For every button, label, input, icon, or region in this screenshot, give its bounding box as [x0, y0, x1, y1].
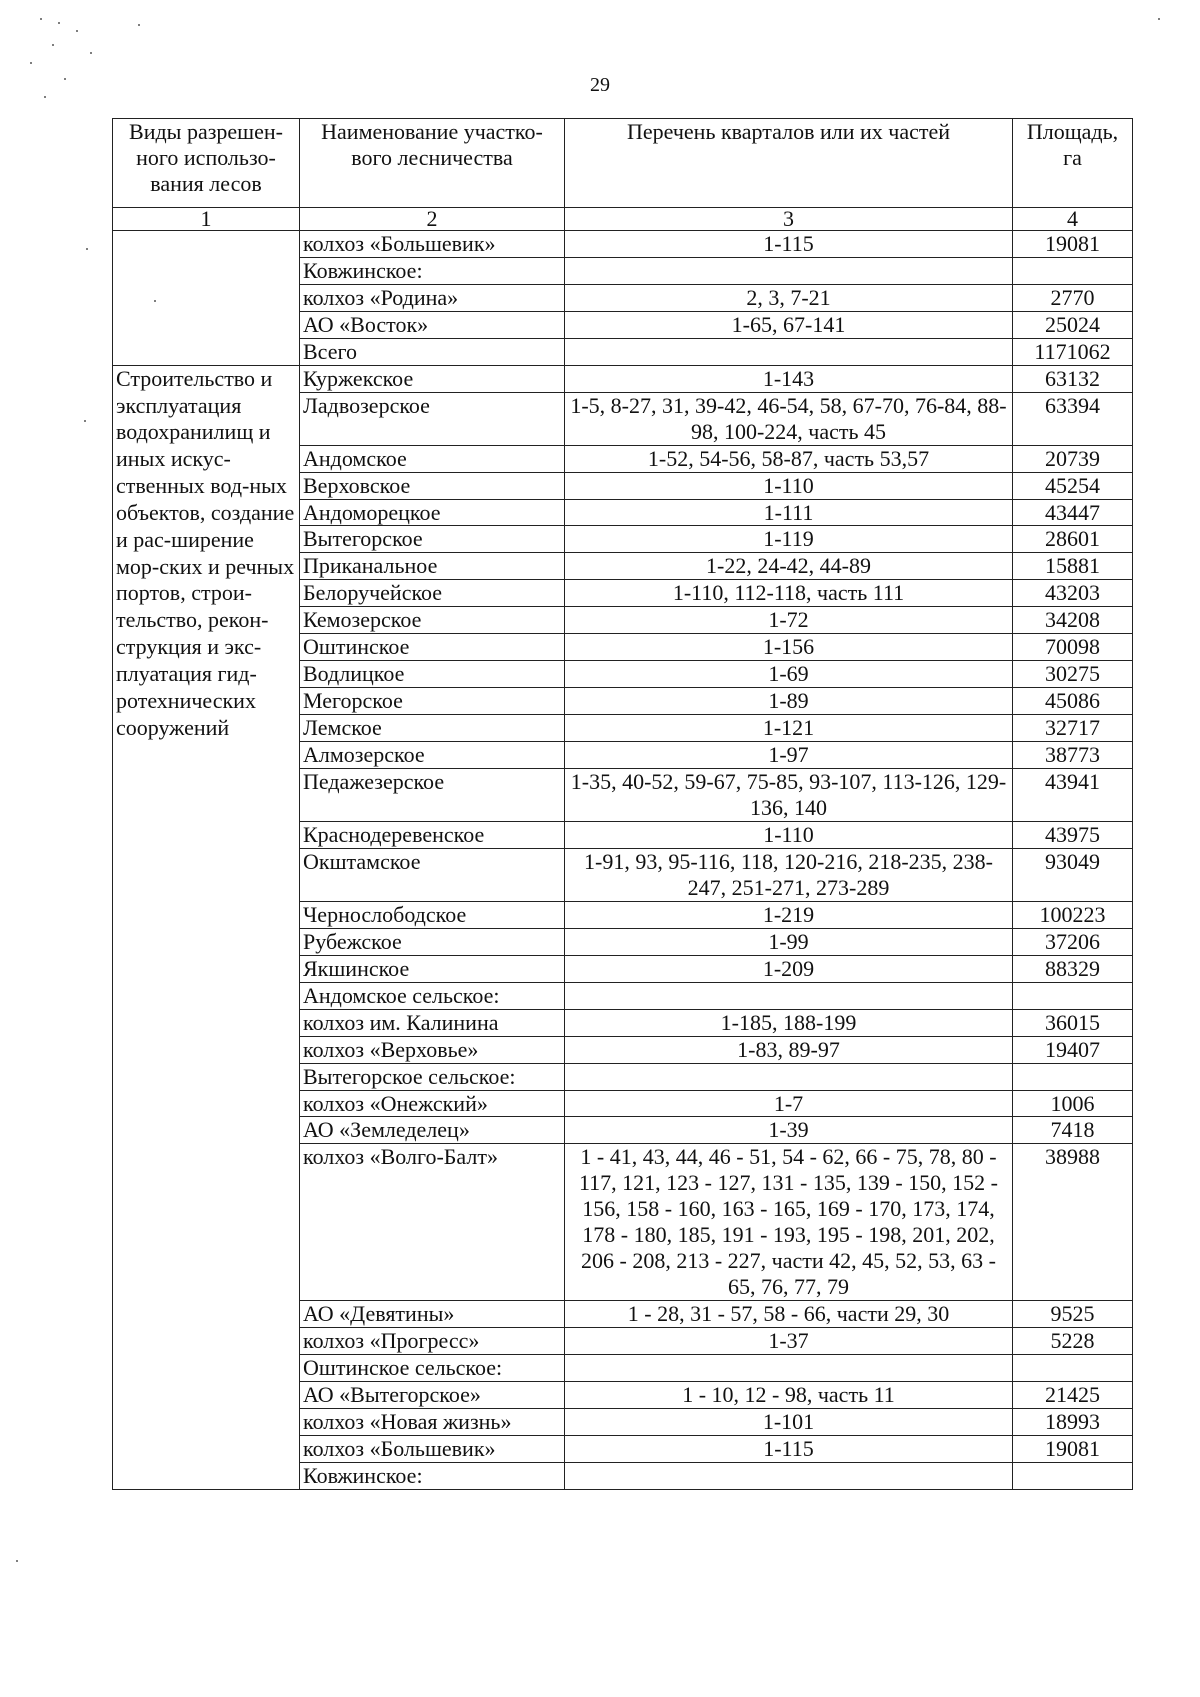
quarters-cell: 1-119 [565, 526, 1013, 553]
quarters-cell [565, 982, 1013, 1009]
area-cell: 1006 [1013, 1090, 1133, 1117]
quarters-cell: 1-35, 40-52, 59-67, 75-85, 93-107, 113-126, 129-136, 140 [565, 769, 1013, 822]
forestry-name-cell: Андомское [300, 445, 565, 472]
area-cell: 9525 [1013, 1301, 1133, 1328]
quarters-cell: 1-65, 67-141 [565, 311, 1013, 338]
forestry-name-cell: Алмозерское [300, 742, 565, 769]
area-cell: 19081 [1013, 1435, 1133, 1462]
area-cell: 100223 [1013, 901, 1133, 928]
quarters-cell: 1-111 [565, 499, 1013, 526]
forestry-name-cell: Ковжинское: [300, 1462, 565, 1489]
quarters-cell: 1 - 41, 43, 44, 46 - 51, 54 - 62, 66 - 75, 78, 80 - 117, 121, 123 - 127, 131 - 135, 139 - 150, 152 - 156, 158 - 160, 163 - 165, 169 - 170, 173, 174, 178 - 180, 185, 191 - 193, 195 - 198, 201, 202, 206 - 208, 213 - 227, части 42, 45, 52, 53, 63 - 65, 76, 77, 79 [565, 1144, 1013, 1301]
forest-use-table [112, 118, 1133, 1490]
quarters-cell: 1-209 [565, 955, 1013, 982]
area-cell [1013, 982, 1133, 1009]
quarters-cell: 1-72 [565, 607, 1013, 634]
area-cell: 63132 [1013, 365, 1133, 392]
forestry-name-cell: Вытегорское [300, 526, 565, 553]
forestry-name-cell: колхоз «Прогресс» [300, 1328, 565, 1355]
area-cell: 1171062 [1013, 338, 1133, 365]
forestry-name-cell: Верховское [300, 472, 565, 499]
quarters-cell: 1-52, 54-56, 58-87, часть 53,57 [565, 445, 1013, 472]
forestry-name-cell: АО «Девятины» [300, 1301, 565, 1328]
quarters-cell: 1-99 [565, 928, 1013, 955]
area-cell: 45254 [1013, 472, 1133, 499]
area-cell: 20739 [1013, 445, 1133, 472]
forestry-name-cell: колхоз «Новая жизнь» [300, 1408, 565, 1435]
area-cell: 43447 [1013, 499, 1133, 526]
forestry-name-cell: Приканальное [300, 553, 565, 580]
forestry-name-cell: АО «Восток» [300, 311, 565, 338]
quarters-cell: 1-5, 8-27, 31, 39-42, 46-54, 58, 67-70, 76-84, 88-98, 100-224, часть 45 [565, 392, 1013, 445]
area-cell: 34208 [1013, 607, 1133, 634]
area-cell [1013, 1063, 1133, 1090]
area-cell: 19081 [1013, 231, 1133, 258]
forestry-name-cell: Якшинское [300, 955, 565, 982]
forestry-name-cell: колхоз им. Калинина [300, 1009, 565, 1036]
quarters-cell [565, 1462, 1013, 1489]
quarters-cell: 1-91, 93, 95-116, 118, 120-216, 218-235, 238-247, 251-271, 273-289 [565, 848, 1013, 901]
quarters-cell: 1-7 [565, 1090, 1013, 1117]
quarters-cell: 1-110, 112-118, часть 111 [565, 580, 1013, 607]
quarters-cell: 1-89 [565, 688, 1013, 715]
table-body [113, 231, 1133, 1490]
quarters-cell: 1-22, 24-42, 44-89 [565, 553, 1013, 580]
forestry-name-cell: АО «Земледелец» [300, 1117, 565, 1144]
area-cell: 37206 [1013, 928, 1133, 955]
forestry-name-cell: Окштамское [300, 848, 565, 901]
area-cell: 45086 [1013, 688, 1133, 715]
column-number: 1 [113, 208, 300, 231]
quarters-cell [565, 257, 1013, 284]
quarters-cell [565, 1063, 1013, 1090]
quarters-cell: 1-97 [565, 742, 1013, 769]
area-cell: 70098 [1013, 634, 1133, 661]
forestry-name-cell: АО «Вытегорское» [300, 1381, 565, 1408]
quarters-cell: 1-69 [565, 661, 1013, 688]
forestry-name-cell: Ладвозерское [300, 392, 565, 445]
forestry-name-cell: Всего [300, 338, 565, 365]
column-number: 3 [565, 208, 1013, 231]
area-cell: 36015 [1013, 1009, 1133, 1036]
area-cell [1013, 1355, 1133, 1382]
column-number: 4 [1013, 208, 1133, 231]
area-cell: 5228 [1013, 1328, 1133, 1355]
forestry-name-cell: Мегорское [300, 688, 565, 715]
area-cell: 43975 [1013, 821, 1133, 848]
forestry-name-cell: колхоз «Большевик» [300, 1435, 565, 1462]
quarters-cell: 1-110 [565, 821, 1013, 848]
area-cell: 93049 [1013, 848, 1133, 901]
area-cell [1013, 1462, 1133, 1489]
forestry-name-cell: Рубежское [300, 928, 565, 955]
quarters-cell: 1-115 [565, 1435, 1013, 1462]
forestry-name-cell: Лемское [300, 715, 565, 742]
forestry-name-cell: Оштинское [300, 634, 565, 661]
table-row [113, 365, 1133, 392]
quarters-cell: 1-219 [565, 901, 1013, 928]
header-area: Площадь, га [1013, 119, 1133, 208]
area-cell: 15881 [1013, 553, 1133, 580]
header-quarters-list: Перечень кварталов или их частей [565, 119, 1013, 208]
area-cell: 28601 [1013, 526, 1133, 553]
table-header-row [113, 119, 1133, 208]
forestry-name-cell: Педажезерское [300, 769, 565, 822]
area-cell: 19407 [1013, 1036, 1133, 1063]
area-cell: 30275 [1013, 661, 1133, 688]
column-number: 2 [300, 208, 565, 231]
area-cell: 7418 [1013, 1117, 1133, 1144]
quarters-cell: 1-143 [565, 365, 1013, 392]
quarters-cell: 1-37 [565, 1328, 1013, 1355]
quarters-cell: 1-121 [565, 715, 1013, 742]
header-usage-type: Виды разрешен-ного использо-вания лесов [113, 119, 300, 208]
quarters-cell [565, 1355, 1013, 1382]
page-number: 29 [590, 74, 610, 96]
header-forestry-name: Наименование участко-вого лесничества [300, 119, 565, 208]
quarters-cell: 1-101 [565, 1408, 1013, 1435]
column-number-row [113, 208, 1133, 231]
area-cell [1013, 257, 1133, 284]
quarters-cell: 1-110 [565, 472, 1013, 499]
forestry-name-cell: Водлицкое [300, 661, 565, 688]
forestry-name-cell: Ковжинское: [300, 257, 565, 284]
forestry-name-cell: Андоморецкое [300, 499, 565, 526]
forestry-name-cell: Чернослободское [300, 901, 565, 928]
quarters-cell: 1-39 [565, 1117, 1013, 1144]
forestry-name-cell: Вытегорское сельское: [300, 1063, 565, 1090]
area-cell: 63394 [1013, 392, 1133, 445]
quarters-cell: 1 - 28, 31 - 57, 58 - 66, части 29, 30 [565, 1301, 1013, 1328]
usage-type-cell-blank [113, 231, 300, 366]
forestry-name-cell: Кемозерское [300, 607, 565, 634]
quarters-cell: 1-185, 188-199 [565, 1009, 1013, 1036]
forestry-name-cell: колхоз «Онежский» [300, 1090, 565, 1117]
table-row [113, 231, 1133, 258]
quarters-cell: 1-115 [565, 231, 1013, 258]
forestry-name-cell: колхоз «Большевик» [300, 231, 565, 258]
quarters-cell: 1 - 10, 12 - 98, часть 11 [565, 1381, 1013, 1408]
area-cell: 18993 [1013, 1408, 1133, 1435]
forestry-name-cell: колхоз «Волго-Балт» [300, 1144, 565, 1301]
area-cell: 43203 [1013, 580, 1133, 607]
quarters-cell: 1-156 [565, 634, 1013, 661]
forestry-name-cell: колхоз «Верховье» [300, 1036, 565, 1063]
usage-type-cell: Строительство и эксплуатация водохранилищ и иных искус-ственных вод-ных объектов, создание и рас-ширение мор-ских и речных портов, строи-тельство, рекон-струкция и экс-плуатация гид-ротехнических сооружений [113, 365, 300, 1489]
forestry-name-cell: Андомское сельское: [300, 982, 565, 1009]
forestry-name-cell: колхоз «Родина» [300, 284, 565, 311]
area-cell: 2770 [1013, 284, 1133, 311]
area-cell: 38988 [1013, 1144, 1133, 1301]
area-cell: 88329 [1013, 955, 1133, 982]
forestry-name-cell: Белоручейское [300, 580, 565, 607]
forestry-name-cell: Оштинское сельское: [300, 1355, 565, 1382]
area-cell: 32717 [1013, 715, 1133, 742]
area-cell: 43941 [1013, 769, 1133, 822]
forestry-name-cell: Краснодеревенское [300, 821, 565, 848]
forestry-name-cell: Куржекское [300, 365, 565, 392]
quarters-cell: 2, 3, 7-21 [565, 284, 1013, 311]
area-cell: 38773 [1013, 742, 1133, 769]
area-cell: 25024 [1013, 311, 1133, 338]
area-cell: 21425 [1013, 1381, 1133, 1408]
quarters-cell [565, 338, 1013, 365]
quarters-cell: 1-83, 89-97 [565, 1036, 1013, 1063]
